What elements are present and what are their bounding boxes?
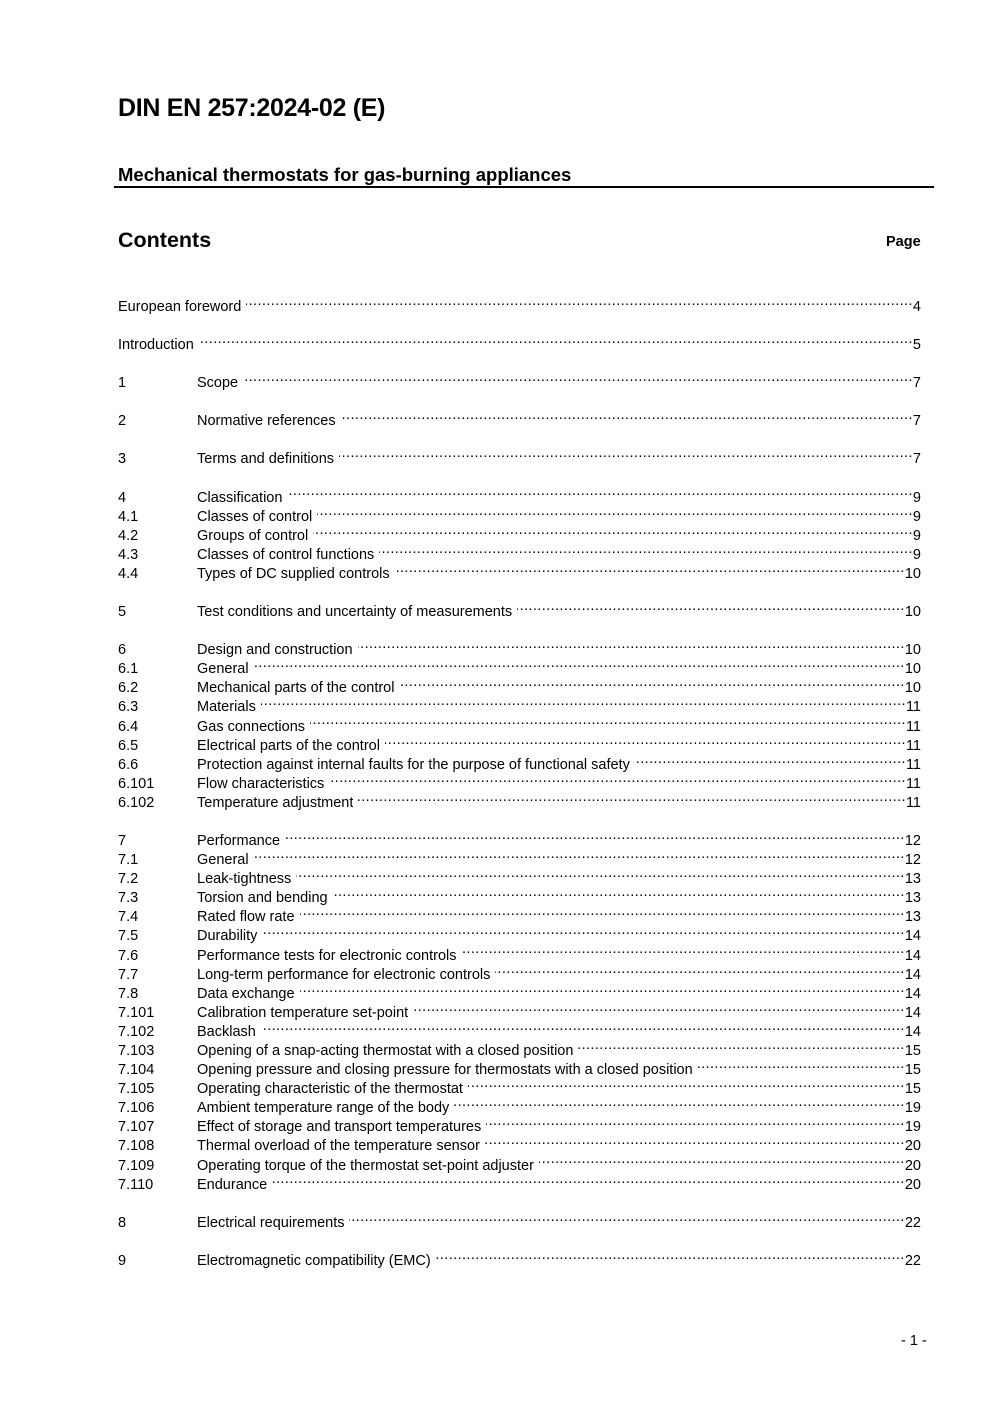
toc-entry-title: Gas connections	[197, 718, 306, 735]
toc-dot-leader	[462, 940, 905, 959]
toc-entry-page: 11	[905, 718, 921, 735]
toc-entry-page: 11	[905, 737, 921, 754]
toc-entry-number: 7.4	[118, 909, 139, 926]
toc-entry[interactable]	[118, 635, 921, 659]
toc-entry-page: 11	[905, 794, 921, 811]
toc-entry-title: Opening of a snap-acting thermostat with a closed position	[197, 1043, 574, 1059]
toc-entry-page: 14	[904, 985, 921, 1002]
toc-entry-title: Backlash	[197, 1023, 256, 1040]
toc-entry-page: 13	[904, 871, 921, 888]
toc-dot-leader	[333, 883, 905, 902]
toc-entry-number: 2	[118, 413, 127, 430]
toc-entry-title: Long-term performance for electronic controls	[197, 966, 491, 983]
toc-entry-title: Rated flow rate	[197, 909, 295, 926]
toc-dot-leader	[261, 1017, 905, 1036]
toc-entry-number: 7.1	[118, 852, 139, 869]
toc-entry-page: 15	[904, 1081, 921, 1098]
toc-entry-page: 20	[904, 1157, 921, 1174]
toc-entry-title: Durability	[197, 928, 258, 945]
toc-dot-leader	[199, 330, 913, 349]
page-number: - 1 -	[901, 1333, 927, 1349]
toc-entry-title: Terms and definitions	[197, 451, 335, 468]
toc-entry-page: 22	[904, 1214, 921, 1231]
toc-entry[interactable]	[118, 1246, 921, 1269]
toc-entry-number: 7.109	[118, 1157, 155, 1174]
toc-entry-number: 4.4	[118, 565, 139, 582]
toc-dot-leader	[254, 654, 905, 673]
toc-entry-page: 14	[904, 1023, 921, 1040]
toc-entry[interactable]	[118, 597, 921, 621]
toc-dot-leader	[300, 902, 905, 921]
toc-entry-number: 7.5	[118, 928, 139, 945]
toc-entry[interactable]	[118, 330, 921, 354]
toc-entry-page: 14	[904, 1004, 921, 1021]
toc-entry-title: Design and construction	[197, 642, 353, 659]
toc-entry-page: 4	[912, 299, 921, 316]
toc-entry-number: 7.6	[118, 947, 139, 964]
toc-dot-leader	[296, 864, 905, 883]
toc-dot-leader	[261, 692, 906, 711]
toc-dot-leader	[329, 769, 906, 788]
toc-entry[interactable]	[118, 368, 921, 392]
toc-entry[interactable]	[118, 444, 921, 468]
toc-entry-title: Performance	[197, 832, 281, 849]
toc-entry-page: 12	[904, 852, 921, 869]
toc-entry-page: 15	[904, 1062, 921, 1079]
toc-entry-page: 20	[904, 1138, 921, 1155]
toc-entry-page: 19	[904, 1119, 921, 1136]
toc-entry-number: 6.6	[118, 756, 139, 773]
toc-dot-leader	[310, 711, 906, 730]
toc-dot-leader	[246, 292, 913, 311]
toc-entry-number: 6.102	[118, 794, 155, 811]
toc-entry-page: 10	[904, 604, 921, 621]
toc-entry-number: 7.106	[118, 1100, 155, 1117]
toc-entry-title: Effect of storage and transport temperatures	[197, 1119, 482, 1136]
toc-entry-page: 9	[912, 508, 921, 525]
toc-entry-page: 11	[905, 775, 921, 792]
toc-entry-title: Opening pressure and closing pressure for thermostats with a closed position	[197, 1062, 693, 1079]
toc-entry-title: Mechanical parts of the control	[197, 680, 395, 697]
toc-entry-number: 5	[118, 604, 127, 621]
toc-entry-title: Protection against internal faults for the purpose of functional safety	[197, 756, 630, 773]
toc-entry-page: 12	[904, 832, 921, 849]
toc-dot-leader	[285, 826, 905, 845]
toc-dot-leader	[300, 979, 905, 998]
toc-entry-title: Electrical parts of the control	[197, 737, 380, 754]
toc-dot-leader	[436, 1246, 905, 1265]
toc-entry-title: European foreword	[118, 299, 242, 316]
toc-entry-page: 7	[912, 413, 921, 430]
toc-entry-page: 11	[905, 756, 921, 773]
toc-entry-title: Electrical requirements	[197, 1214, 345, 1231]
toc-entry-page: 10	[904, 565, 921, 582]
toc-dot-leader	[313, 521, 913, 540]
toc-dot-leader	[495, 960, 905, 979]
page-column-heading: Page	[886, 234, 921, 250]
toc-entry-number: 7.102	[118, 1023, 155, 1040]
toc-entry[interactable]	[118, 292, 921, 316]
toc-entry-title: Torsion and bending	[197, 890, 328, 907]
toc-entry-number: 1	[118, 375, 127, 392]
toc-entry-number: 7.3	[118, 890, 139, 907]
toc-entry-number: 7.8	[118, 985, 139, 1002]
toc-dot-leader	[358, 788, 906, 807]
toc-entry-number: 7.107	[118, 1119, 155, 1136]
toc-entry-page: 7	[912, 451, 921, 468]
toc-entry-page: 14	[904, 966, 921, 983]
toc-dot-leader	[349, 1208, 904, 1227]
toc-entry-title: Materials	[197, 699, 256, 716]
toc-entry-page: 20	[904, 1176, 921, 1193]
toc-entry-page: 13	[904, 909, 921, 926]
toc-entry-number: 7.105	[118, 1081, 155, 1098]
toc-entry-number: 6.4	[118, 718, 139, 735]
toc-dot-leader	[339, 444, 913, 463]
toc-entry-title: Test conditions and uncertainty of measurements	[197, 604, 513, 621]
toc-entry-page: 14	[904, 928, 921, 945]
toc-entry-page: 22	[904, 1252, 921, 1269]
toc-entry-number: 6.1	[118, 661, 139, 678]
toc-dot-leader	[379, 540, 913, 559]
toc-entry-title: Classification	[197, 489, 283, 506]
toc-entry-number: 7	[118, 832, 127, 849]
toc-dot-leader	[317, 502, 913, 521]
toc-dot-leader	[698, 1055, 905, 1074]
toc-dot-leader	[385, 731, 906, 750]
toc-entry-number: 7.104	[118, 1062, 155, 1079]
toc-dot-leader	[578, 1036, 904, 1055]
document-title: Mechanical thermostats for gas-burning appliances	[118, 164, 572, 185]
toc-entry-number: 7.2	[118, 871, 139, 888]
toc-entry-title: Operating characteristic of the thermostat	[197, 1081, 463, 1098]
toc-entry-page: 9	[912, 546, 921, 563]
toc-entry-number: 6	[118, 642, 127, 659]
toc-dot-leader	[399, 673, 904, 692]
toc-entry-number: 6.101	[118, 775, 155, 792]
toc-entry-page: 9	[912, 489, 921, 506]
document-id: DIN EN 257:2024-02 (E)	[118, 94, 386, 122]
toc-dot-leader	[635, 750, 906, 769]
toc-dot-leader	[262, 921, 904, 940]
table-of-contents	[118, 292, 921, 1269]
toc-entry-page: 10	[904, 680, 921, 697]
toc-dot-leader	[413, 998, 905, 1017]
toc-entry-page: 15	[904, 1043, 921, 1059]
toc-entry[interactable]	[118, 406, 921, 430]
toc-entry-page: 7	[912, 375, 921, 392]
toc-entry-page: 10	[904, 661, 921, 678]
toc-entry-title: Normative references	[197, 413, 336, 430]
toc-entry-number: 6.5	[118, 737, 139, 754]
toc-entry-number: 7.7	[118, 966, 139, 983]
toc-entry-page: 10	[904, 642, 921, 659]
toc-dot-leader	[468, 1074, 905, 1093]
toc-entry-title: Classes of control	[197, 508, 313, 525]
toc-entry-title: Endurance	[197, 1176, 268, 1193]
toc-entry-page: 9	[912, 527, 921, 544]
toc-entry-title: Introduction	[118, 337, 194, 354]
toc-dot-leader	[287, 482, 913, 501]
toc-dot-leader	[539, 1150, 905, 1169]
toc-entry-number: 7.108	[118, 1138, 155, 1155]
toc-entry-number: 4.3	[118, 546, 139, 563]
toc-entry-number: 6.2	[118, 680, 139, 697]
toc-entry-title: Classes of control functions	[197, 546, 375, 563]
toc-dot-leader	[243, 368, 913, 387]
toc-dot-leader	[485, 1131, 905, 1150]
toc-entry-number: 9	[118, 1252, 127, 1269]
toc-entry-number: 8	[118, 1214, 127, 1231]
toc-entry-title: Electromagnetic compatibility (EMC)	[197, 1252, 431, 1269]
toc-entry-number: 3	[118, 451, 127, 468]
toc-entry-title: Thermal overload of the temperature sensor	[197, 1138, 480, 1155]
toc-entry-number: 6.3	[118, 699, 139, 716]
title-underline	[114, 186, 934, 188]
toc-entry[interactable]	[118, 826, 921, 849]
toc-entry-title: General	[197, 852, 249, 869]
toc-entry-title: Temperature adjustment	[197, 794, 354, 811]
toc-entry-title: Types of DC supplied controls	[197, 565, 390, 582]
toc-entry[interactable]	[118, 1208, 921, 1231]
toc-entry-title: Leak-tightness	[197, 871, 292, 888]
toc-entry-title: Scope	[197, 375, 239, 392]
toc-entry-number: 7.101	[118, 1004, 155, 1021]
toc-entry-number: 7.110	[118, 1176, 154, 1193]
contents-heading: Contents	[118, 228, 212, 252]
toc-entry-title: Calibration temperature set-point	[197, 1004, 409, 1021]
toc-dot-leader	[341, 406, 913, 425]
toc-dot-leader	[358, 635, 905, 654]
toc-entry-page: 14	[904, 947, 921, 964]
toc-dot-leader	[454, 1093, 905, 1112]
toc-entry-page: 11	[905, 699, 921, 716]
toc-entry-page: 19	[904, 1100, 921, 1117]
toc-entry[interactable]	[118, 482, 921, 506]
toc-entry-page: 5	[912, 337, 921, 354]
toc-entry-title: Flow characteristics	[197, 775, 325, 792]
toc-entry-number: 4	[118, 489, 127, 506]
toc-entry-number: 4.1	[118, 508, 139, 525]
toc-dot-leader	[254, 845, 905, 864]
toc-entry-title: Groups of control	[197, 527, 309, 544]
toc-entry-number: 7.103	[118, 1043, 155, 1059]
toc-entry-title: Data exchange	[197, 985, 295, 1002]
toc-dot-leader	[486, 1112, 905, 1131]
toc-entry-title: Performance tests for electronic controls	[197, 947, 457, 964]
toc-entry-title: General	[197, 661, 249, 678]
toc-entry-page: 13	[904, 890, 921, 907]
toc-dot-leader	[517, 597, 905, 616]
toc-entry-title: Operating torque of the thermostat set-point adjuster	[197, 1157, 534, 1174]
toc-dot-leader	[395, 559, 905, 578]
toc-entry-title: Ambient temperature range of the body	[197, 1100, 450, 1117]
toc-entry-number: 4.2	[118, 527, 139, 544]
toc-dot-leader	[272, 1170, 905, 1189]
